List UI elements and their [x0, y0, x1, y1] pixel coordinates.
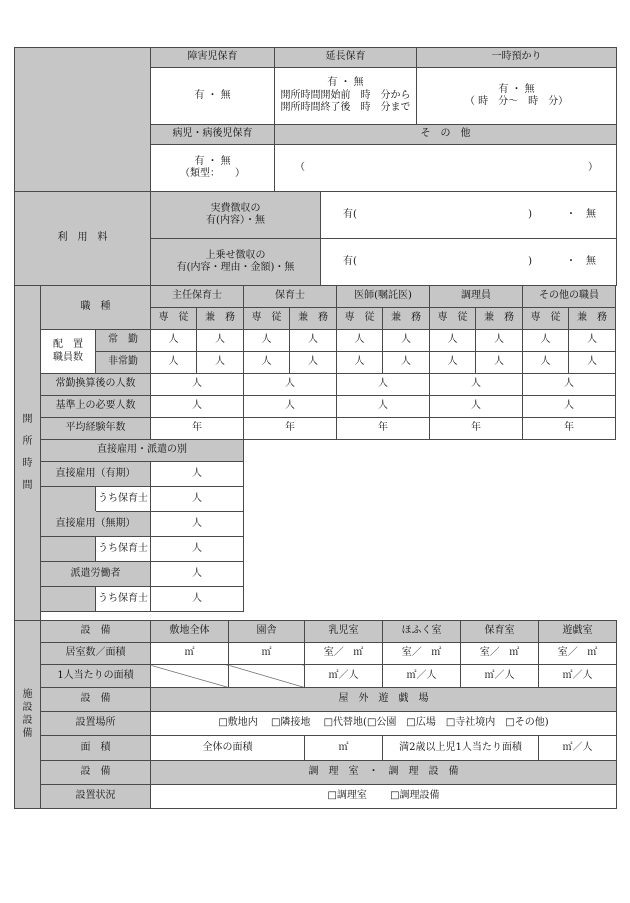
room-area-cell[interactable]: [539, 643, 617, 665]
extra-fee-choice: ・ 無: [566, 255, 596, 267]
count-cell[interactable]: 人: [290, 330, 337, 352]
staff-table: [14, 285, 616, 621]
required-cell[interactable]: 人: [523, 396, 616, 418]
full-time-label: 専 従: [151, 308, 197, 330]
temporary-time: （ 時 分〜 時 分）: [464, 96, 569, 107]
extended-choice: 有 ・ 無: [327, 77, 364, 89]
count-cell[interactable]: 人: [523, 352, 569, 374]
indent-cell: [41, 487, 96, 512]
full-time-label: 専 従: [337, 308, 383, 330]
equipment-header: 設 備: [41, 621, 151, 643]
sick-care-header: 病児・病後児保育: [151, 125, 275, 145]
count-cell[interactable]: 人: [244, 352, 290, 374]
count-cell[interactable]: 人: [569, 352, 616, 374]
fte-cell[interactable]: 人: [337, 374, 430, 396]
experience-cell[interactable]: 年: [337, 418, 430, 440]
placement-line1: 配 置: [53, 339, 83, 350]
sqm-unit: ㎡: [587, 647, 598, 659]
actual-cost-value[interactable]: [321, 192, 617, 239]
count-cell[interactable]: 人: [337, 330, 383, 352]
other-open-paren: （: [295, 161, 305, 173]
extra-fee-label: [151, 239, 321, 286]
col-building: 園舎: [229, 621, 305, 643]
status-options[interactable]: □調理室 □調理設備: [151, 785, 617, 809]
count-cell[interactable]: 人: [337, 352, 383, 374]
location-label: 設置場所: [41, 712, 151, 736]
facility-form: [14, 47, 616, 809]
employ-count[interactable]: 人: [151, 512, 244, 537]
room-unit: 室／: [479, 647, 500, 659]
count-cell[interactable]: 人: [290, 352, 337, 374]
area-label: 面 積: [41, 736, 151, 761]
employ-count[interactable]: 人: [151, 537, 244, 562]
actual-cost-open: 有(: [343, 208, 357, 220]
disabled-care-header: 障害児保育: [151, 48, 275, 68]
job-header-nursery: 保育士: [244, 286, 337, 308]
count-cell[interactable]: 人: [430, 330, 476, 352]
opening-hours-side-label: 開所時間: [15, 286, 41, 621]
count-cell[interactable]: 人: [383, 352, 430, 374]
col-nursery-room: 保育室: [461, 621, 539, 643]
full-time-label: 専 従: [244, 308, 290, 330]
col-infant-room: 乳児室: [305, 621, 383, 643]
other-value[interactable]: [275, 145, 617, 192]
employ-row-label: 直接雇用（無期）: [41, 512, 151, 537]
full-time-label: 専 従: [430, 308, 476, 330]
per-person-cell[interactable]: ㎡／人: [539, 665, 617, 688]
extended-end: 開所時間終了後 時 分まで: [280, 102, 411, 114]
outdoor-play-header: 屋 外 遊 戯 場: [151, 688, 617, 712]
col-crawling-room: ほふく室: [383, 621, 461, 643]
employ-count[interactable]: 人: [151, 587, 244, 612]
sick-choice: 有 ・ 無: [194, 155, 231, 167]
blank-area: [244, 440, 616, 621]
count-cell[interactable]: 人: [197, 352, 244, 374]
extra-fee-line1: 上乗せ徴収の: [205, 249, 266, 261]
facility-table: [14, 620, 617, 809]
experience-cell[interactable]: 年: [523, 418, 616, 440]
room-unit: 室／: [401, 647, 422, 659]
experience-cell[interactable]: 年: [244, 418, 337, 440]
extra-fee-line2: 有(内容・理由・金額)・無: [176, 262, 295, 273]
temporary-care-header: 一時預かり: [417, 48, 617, 68]
part-time-label: 兼 務: [290, 308, 337, 330]
employ-row-sub-label: うち保育士: [96, 487, 151, 512]
per-child-value[interactable]: ㎡／人: [539, 736, 617, 761]
total-area-label: 全体の面積: [151, 736, 305, 761]
count-cell[interactable]: 人: [476, 330, 523, 352]
required-cell[interactable]: 人: [244, 396, 337, 418]
part-time-label: 兼 務: [383, 308, 430, 330]
extended-start: 開所時間開始前 時 分から: [280, 89, 411, 101]
count-cell[interactable]: 人: [244, 330, 290, 352]
actual-cost-label: [151, 192, 321, 239]
extra-fee-value[interactable]: [321, 239, 617, 286]
room-unit: 室／: [557, 647, 578, 659]
part-time-label: 兼 務: [197, 308, 244, 330]
required-cell[interactable]: 人: [430, 396, 523, 418]
count-cell[interactable]: 人: [569, 330, 616, 352]
fees-label: 利 用 料: [15, 192, 151, 286]
diagonal-cell: [229, 665, 305, 688]
placement-label: [41, 330, 96, 374]
placement-line2: 職員数: [53, 351, 83, 363]
rooms-area-label: 居室数／面積: [41, 643, 151, 665]
equipment-header: 設 備: [41, 688, 151, 712]
actual-cost-line2: 有(内容）・無: [206, 215, 265, 226]
job-header-chief: 主任保育士: [151, 286, 244, 308]
indent-cell: [41, 587, 96, 612]
disabled-care-value[interactable]: 有 ・ 無: [151, 68, 275, 125]
job-header-doctor: 医師(嘱託医): [337, 286, 430, 308]
required-label: 基準上の必要人数: [41, 396, 151, 418]
count-cell[interactable]: 人: [523, 330, 569, 352]
area-cell[interactable]: ㎡: [151, 643, 229, 665]
employ-count[interactable]: 人: [151, 487, 244, 512]
employ-count[interactable]: 人: [151, 562, 244, 587]
per-person-cell[interactable]: ㎡／人: [305, 665, 383, 688]
per-child-label: 満2歳以上児1人当たり面積: [383, 736, 539, 761]
experience-cell[interactable]: 年: [430, 418, 523, 440]
actual-cost-close: ): [528, 208, 532, 220]
actual-cost-choice: ・ 無: [566, 208, 596, 220]
extra-fee-close: ): [528, 255, 532, 267]
programs-table: [14, 47, 617, 286]
employ-row-label: 派遣労働者: [41, 562, 151, 587]
sick-care-value[interactable]: [151, 145, 275, 192]
required-cell[interactable]: 人: [151, 396, 244, 418]
part-time-label: 兼 務: [569, 308, 616, 330]
equipment-header: 設 備: [41, 761, 151, 785]
diagonal-cell: [151, 665, 229, 688]
per-person-cell[interactable]: ㎡／人: [383, 665, 461, 688]
status-label: 設置状況: [41, 785, 151, 809]
fte-label: 常勤換算後の人数: [41, 374, 151, 396]
room-area-cell[interactable]: [383, 643, 461, 665]
temporary-choice: 有 ・ 無: [498, 83, 535, 95]
cooking-header: 調 理 室 ・ 調 理 設 備: [151, 761, 617, 785]
sqm-unit: ㎡: [509, 647, 520, 659]
actual-cost-line1: 実費徴収の: [210, 202, 261, 214]
sick-type: （類型： ）: [180, 168, 245, 179]
employ-count[interactable]: 人: [151, 462, 244, 487]
facility-side-label: 施設設備: [15, 621, 41, 809]
job-header-other: その他の職員: [523, 286, 616, 308]
other-close-paren: ）: [588, 161, 598, 173]
nonregular-label: 非常勤: [96, 352, 151, 374]
sqm-unit: ㎡: [353, 647, 364, 659]
per-person-cell[interactable]: ㎡／人: [461, 665, 539, 688]
part-time-label: 兼 務: [476, 308, 523, 330]
count-cell[interactable]: 人: [197, 330, 244, 352]
col-site: 敷地全体: [151, 621, 229, 643]
fte-cell[interactable]: 人: [523, 374, 616, 396]
fte-cell[interactable]: 人: [244, 374, 337, 396]
extended-care-header: 延長保育: [275, 48, 417, 68]
extra-fee-open: 有(: [343, 255, 357, 267]
job-type-header: 職 種: [41, 286, 151, 330]
per-person-label: 1人当たりの面積: [41, 665, 151, 688]
experience-cell[interactable]: 年: [151, 418, 244, 440]
fte-cell[interactable]: 人: [151, 374, 244, 396]
full-time-label: 専 従: [523, 308, 569, 330]
room-unit: 室／: [323, 647, 344, 659]
count-cell[interactable]: 人: [476, 352, 523, 374]
employ-row-sub-label: うち保育士: [96, 537, 151, 562]
employ-row-sub-label: うち保育士: [96, 587, 151, 612]
sqm-unit: ㎡: [431, 647, 442, 659]
regular-label: 常 勤: [96, 330, 151, 352]
location-options[interactable]: □敷地内 □隣接地 □代替地(□公園 □広場 □寺社境内 □その他): [151, 712, 617, 736]
count-cell[interactable]: 人: [383, 330, 430, 352]
employment-type-header: 直接雇用・派遣の別: [41, 440, 244, 462]
count-cell[interactable]: 人: [151, 352, 197, 374]
count-cell[interactable]: 人: [151, 330, 197, 352]
blank-header-cell: [15, 48, 151, 192]
required-cell[interactable]: 人: [337, 396, 430, 418]
col-play-room: 遊戯室: [539, 621, 617, 643]
job-header-cook: 調理員: [430, 286, 523, 308]
indent-cell: [41, 537, 96, 562]
total-area-value[interactable]: ㎡: [305, 736, 383, 761]
count-cell[interactable]: 人: [430, 352, 476, 374]
experience-label: 平均経験年数: [41, 418, 151, 440]
other-header: そ の 他: [275, 125, 617, 145]
extended-care-value[interactable]: [275, 68, 417, 125]
employ-row-label: 直接雇用（有期）: [41, 462, 151, 487]
room-area-cell[interactable]: [305, 643, 383, 665]
temporary-care-value[interactable]: [417, 68, 617, 125]
room-area-cell[interactable]: [461, 643, 539, 665]
fte-cell[interactable]: 人: [430, 374, 523, 396]
area-cell[interactable]: ㎡: [229, 643, 305, 665]
